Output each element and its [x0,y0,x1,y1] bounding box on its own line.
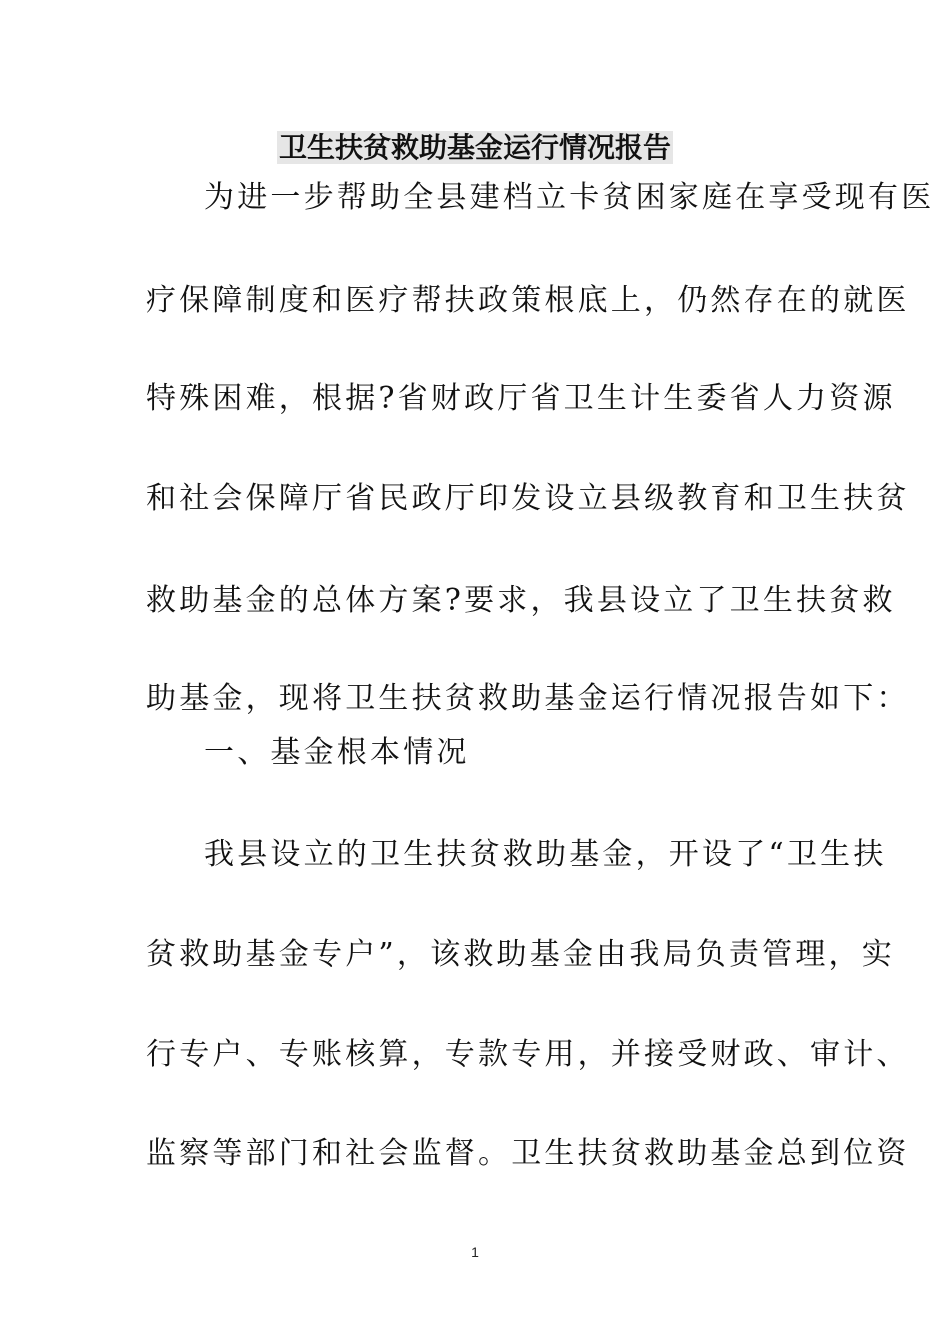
paragraph-line-2: 疗保障制度和医疗帮扶政策根底上，仍然存在的就医 [146,283,910,318]
paragraph-line-10: 监察等部门和社会监督。卫生扶贫救助基金总到位资 [146,1136,910,1171]
paragraph-line-4: 和社会保障厅省民政厅印发设立县级教育和卫生扶贫 [146,481,910,516]
paragraph-line-8: 贫救助基金专户”，该救助基金由我局负责管理，实 [146,937,895,972]
paragraph-line-9: 行专户、专账核算，专款专用，并接受财政、审计、 [146,1037,910,1072]
document-title [0,128,950,168]
paragraph-line-1: 为进一步帮助全县建档立卡贫困家庭在享受现有医 [204,180,935,215]
document-title-text: 卫生扶贫救助基金运行情况报告 [278,131,671,164]
paragraph-line-5: 救助基金的总体方案?要求，我县设立了卫生扶贫救 [146,583,896,618]
paragraph-line-6: 助基金，现将卫生扶贫救助基金运行情况报告如下： [146,681,910,716]
paragraph-line-3: 特殊困难，根据?省财政厅省卫生计生委省人力资源 [146,381,896,416]
page-number: 1 [471,1244,479,1260]
paragraph-line-7: 我县设立的卫生扶贫救助基金，开设了“卫生扶 [204,837,887,872]
section-heading: 一、基金根本情况 [204,735,470,770]
